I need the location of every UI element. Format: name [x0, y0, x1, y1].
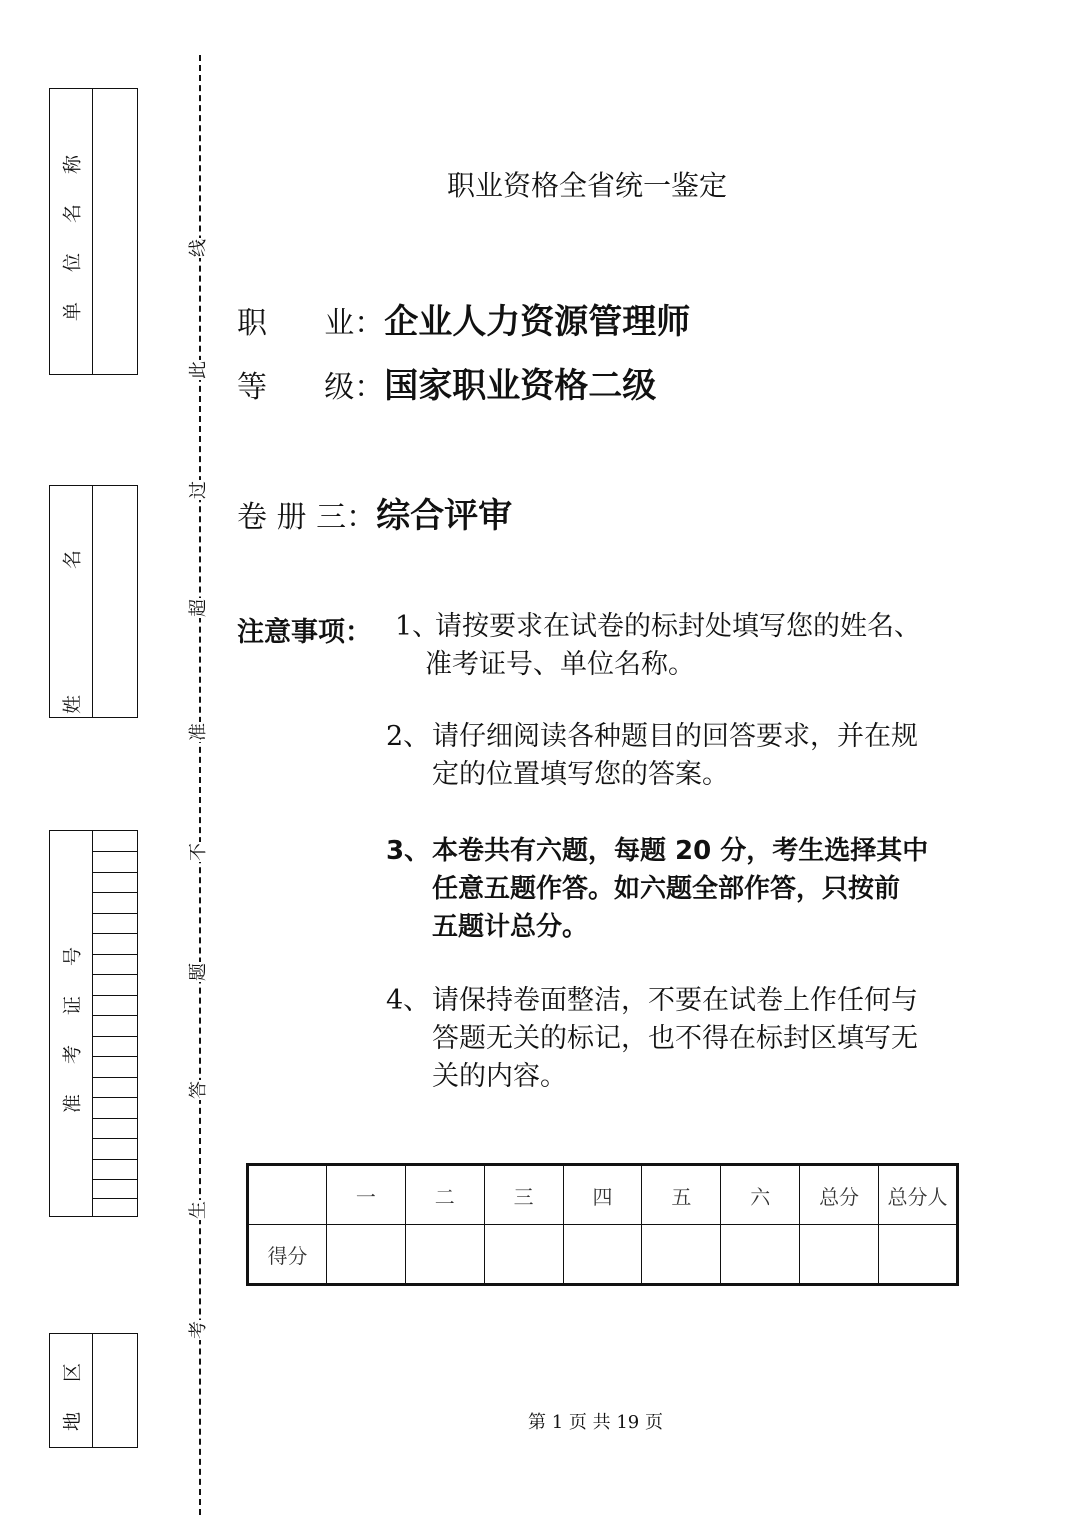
- notice-line: 任意五题作答。如六题全部作答，只按前: [432, 874, 901, 904]
- cut-line-char: 超: [188, 599, 209, 617]
- score-cell[interactable]: [800, 1225, 879, 1285]
- cut-line-char: 不: [188, 843, 209, 861]
- notice-line: 本卷共有六题，每题 20 分，考生选择其中: [432, 836, 929, 866]
- notice-number: 1、: [395, 611, 440, 642]
- cut-line-char: 线: [188, 239, 209, 257]
- notice-number: 3、: [386, 836, 431, 866]
- page-number: 第 1 页 共 19 页: [528, 1412, 663, 1433]
- notice-line: 答题无关的标记，也不得在标封区填写无: [432, 1023, 918, 1054]
- notice-line: 关的内容。: [432, 1061, 567, 1092]
- candidate-name-input-area[interactable]: [93, 486, 137, 717]
- notice-item-3: [386, 832, 971, 946]
- cut-line-char: 准: [188, 723, 209, 741]
- table-header-cell: [248, 1165, 327, 1225]
- cut-line-char: 答: [188, 1081, 209, 1099]
- notice-line: 请按要求在试卷的标封处填写您的姓名、: [435, 611, 921, 642]
- unit-name-box: [49, 88, 138, 375]
- cut-line-char: 考: [188, 1321, 209, 1339]
- level-row: [237, 358, 656, 407]
- level-value: 国家职业资格二级: [384, 366, 657, 406]
- exam-title: 职业资格全省统一鉴定: [447, 169, 728, 202]
- score-cell[interactable]: [484, 1225, 563, 1285]
- notice-line: 定的位置填写您的答案。: [432, 759, 729, 790]
- candidate-name-box: [49, 485, 138, 718]
- table-header-cell: 一: [326, 1165, 405, 1225]
- region-box: [49, 1333, 138, 1448]
- score-table: [246, 1163, 959, 1286]
- ticket-number-label: 准 考 证 号: [61, 934, 84, 1113]
- table-header-cell: 三: [484, 1165, 563, 1225]
- score-cell[interactable]: [642, 1225, 721, 1285]
- notice-number: 2、: [386, 721, 431, 752]
- table-header-cell: 总分人: [879, 1165, 958, 1225]
- score-row-label: 得分: [248, 1225, 327, 1285]
- notice-item-2: [386, 718, 971, 794]
- volume-value: 综合评审: [376, 496, 513, 536]
- unit-name-input-area[interactable]: [93, 89, 137, 374]
- level-label: 等 级：: [237, 370, 385, 405]
- score-cell[interactable]: [326, 1225, 405, 1285]
- ticket-number-grid[interactable]: [93, 831, 137, 1216]
- table-header-cell: 六: [721, 1165, 800, 1225]
- occupation-value: 企业人力资源管理师: [384, 302, 691, 342]
- score-row: [248, 1225, 958, 1285]
- table-header-cell: 总分: [800, 1165, 879, 1225]
- seal-cut-line: [199, 55, 201, 1515]
- cut-line-char: 题: [188, 963, 209, 981]
- region-input-area[interactable]: [93, 1334, 137, 1447]
- notice-item-1: [395, 608, 980, 684]
- occupation-row: [237, 294, 690, 343]
- ticket-number-box: [49, 830, 138, 1217]
- volume-row: [237, 488, 512, 537]
- notice-heading: 注意事项：: [237, 617, 372, 648]
- score-cell[interactable]: [405, 1225, 484, 1285]
- table-header-cell: 五: [642, 1165, 721, 1225]
- volume-label: 卷 册 三：: [237, 500, 377, 535]
- notice-item-4: [386, 982, 971, 1096]
- score-cell[interactable]: [563, 1225, 642, 1285]
- notice-line: 准考证号、单位名称。: [425, 649, 695, 680]
- notice-line: 请保持卷面整洁，不要在试卷上作任何与: [432, 985, 918, 1016]
- score-header-row: [248, 1165, 958, 1225]
- candidate-name-label: 姓 名: [61, 489, 84, 714]
- score-cell[interactable]: [721, 1225, 800, 1285]
- region-label: 地 区: [61, 1350, 84, 1431]
- notice-line: 五题计总分。: [432, 912, 589, 942]
- occupation-label: 职 业：: [237, 306, 385, 341]
- cut-line-char: 此: [188, 361, 209, 379]
- table-header-cell: 二: [405, 1165, 484, 1225]
- table-header-cell: 四: [563, 1165, 642, 1225]
- unit-name-label: 单 位 名 称: [61, 142, 84, 321]
- notice-line: 请仔细阅读各种题目的回答要求，并在规: [432, 721, 918, 752]
- cut-line-char: 生: [188, 1201, 209, 1219]
- score-cell[interactable]: [879, 1225, 958, 1285]
- notice-number: 4、: [386, 985, 431, 1016]
- cut-line-char: 过: [188, 481, 209, 499]
